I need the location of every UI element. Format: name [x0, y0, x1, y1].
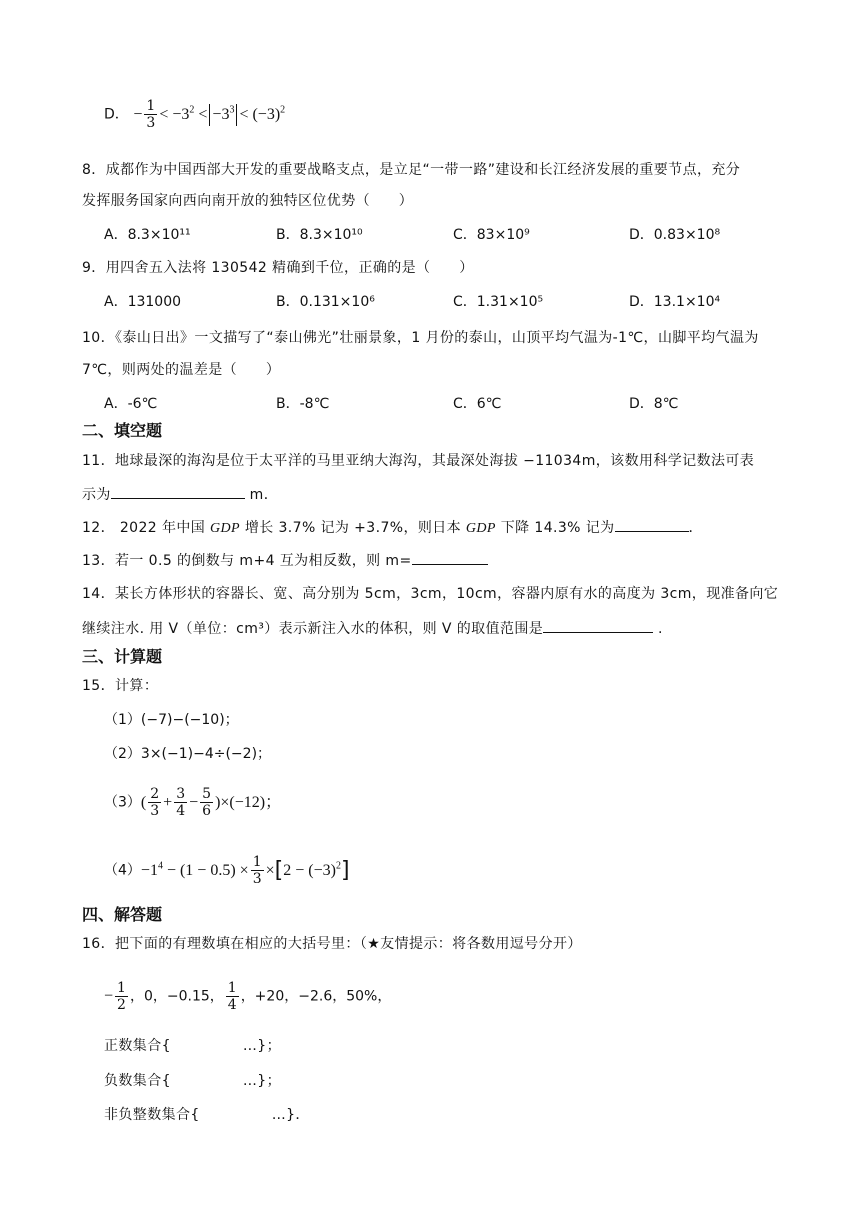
q9-option-c: C．1.31×10⁵ — [453, 294, 544, 310]
q8-option-d: D．0.83×10⁸ — [629, 227, 721, 243]
q15-part3 — [104, 786, 281, 819]
q14-line1: 14．某长方体形状的容器长、宽、高分别为 5cm，3cm，10cm，容器内原有水的高度为 3cm，现准备向它 — [82, 586, 779, 602]
q15-part4-label: （4） — [104, 862, 141, 879]
q10-line1: 10．《泰山日出》一文描写了“泰山佛光”壮丽景象，1 月份的泰山，山顶平均气温为-1℃，山脚平均气温为 — [82, 330, 759, 346]
option-label: D． — [104, 106, 129, 123]
q15-title: 15．计算： — [82, 678, 159, 694]
q15-part3-expr: ( $\frac{2}{3}$ + $\frac{3}{4}$ − $\frac{5}{6}$ )×(−12)； — [140, 786, 282, 819]
q10-option-a: A．-6℃ — [104, 396, 158, 412]
q12-text-b: 增长 3.7% 记为 +3.7%，则日本 — [239, 520, 466, 536]
q11-text: 示为 — [82, 487, 111, 503]
q15-part1: （1）(−7)−(−10)； — [104, 712, 239, 728]
q9-line1: 9．用四舍五入法将 130542 精确到千位，正确的是（ ） — [82, 260, 474, 276]
q12-gdp-2: GDP — [465, 521, 496, 536]
q11-unit: m． — [244, 487, 279, 503]
q9-option-d: D．13.1×10⁴ — [629, 294, 721, 310]
q8-option-c: C．83×10⁹ — [453, 227, 530, 243]
q13-line — [82, 550, 488, 571]
q14-end: . — [653, 621, 663, 637]
q10-option-b: B．-8℃ — [276, 396, 330, 412]
q10-line2: 7℃，则两处的温差是（ ） — [82, 362, 281, 378]
q7-option-d — [104, 98, 285, 131]
q15-part4-expr: $-1^4 - (1 - 0.5)$ × $\frac{1}{3}$ $\times[2 - (-3)^2]$ — [140, 854, 350, 887]
q16-positive-set: 正数集合{ …}； — [104, 1038, 282, 1054]
q7-option-d-expr: − $\frac{1}{3}$ < $-3^2 < -3^3 < (-3)^2$ — [133, 98, 286, 131]
q12-answer-blank[interactable] — [615, 517, 689, 532]
q13-answer-blank[interactable] — [412, 550, 488, 565]
section-heading-fill-in: 二、填空题 — [82, 421, 163, 440]
q8-option-b: B．8.3×10¹⁰ — [276, 227, 363, 243]
q16-numbers: − $\frac{1}{2}$ ，0，−0.15， $\frac{1}{4}$ ，+20，−2.6，50%， — [104, 980, 392, 1013]
section-heading-answer: 四、解答题 — [82, 905, 163, 924]
q10-option-d: D．8℃ — [629, 396, 679, 412]
q8-line2: 发挥服务国家向西向南开放的独特区位优势（ ） — [82, 193, 414, 209]
q16-nonnegative-integer-set: 非负整数集合{ …}． — [104, 1107, 310, 1123]
q13-text: 13．若一 0.5 的倒数与 m+4 互为相反数，则 m= — [82, 553, 412, 569]
q12-end: ． — [688, 520, 703, 536]
q12-text-c: 下降 14.3% 记为 — [495, 520, 615, 536]
q15-part2: （2）3×(−1)−4÷(−2)； — [104, 746, 272, 762]
q14-line2 — [82, 618, 663, 639]
q8-line1: 8．成都作为中国西部大开发的重要战略支点，是立足“一带一路”建设和长江经济发展的重要节点，充分 — [82, 162, 741, 178]
q9-option-b: B．0.131×10⁶ — [276, 294, 375, 310]
section-heading-calculation: 三、计算题 — [82, 647, 163, 666]
q15-part3-label: （3） — [104, 794, 141, 811]
q9-option-a: A．131000 — [104, 294, 182, 310]
q16-title: 16．把下面的有理数填在相应的大括号里：（★友情提示：将各数用逗号分开） — [82, 936, 582, 952]
q10-option-c: C．6℃ — [453, 396, 502, 412]
q15-part4 — [104, 854, 350, 887]
q12-gdp-1: GDP — [210, 521, 240, 536]
q14-answer-blank[interactable] — [543, 618, 653, 633]
q8-option-a: A．8.3×10¹¹ — [104, 227, 191, 243]
q16-negative-set: 负数集合{ …}； — [104, 1073, 282, 1089]
q11-answer-blank[interactable] — [111, 484, 245, 499]
q11-line2 — [82, 484, 278, 505]
q12-line — [82, 517, 703, 539]
q11-line1: 11．地球最深的海沟是位于太平洋的马里亚纳大海沟，其最深处海拔 −11034m，该数用科学记数法可表 — [82, 453, 755, 469]
q12-text-a: 12． 2022 年中国 — [82, 520, 210, 536]
q14-text: 继续注水. 用 V（单位：cm³）表示新注入水的体积，则 V 的取值范围是 — [82, 621, 544, 637]
